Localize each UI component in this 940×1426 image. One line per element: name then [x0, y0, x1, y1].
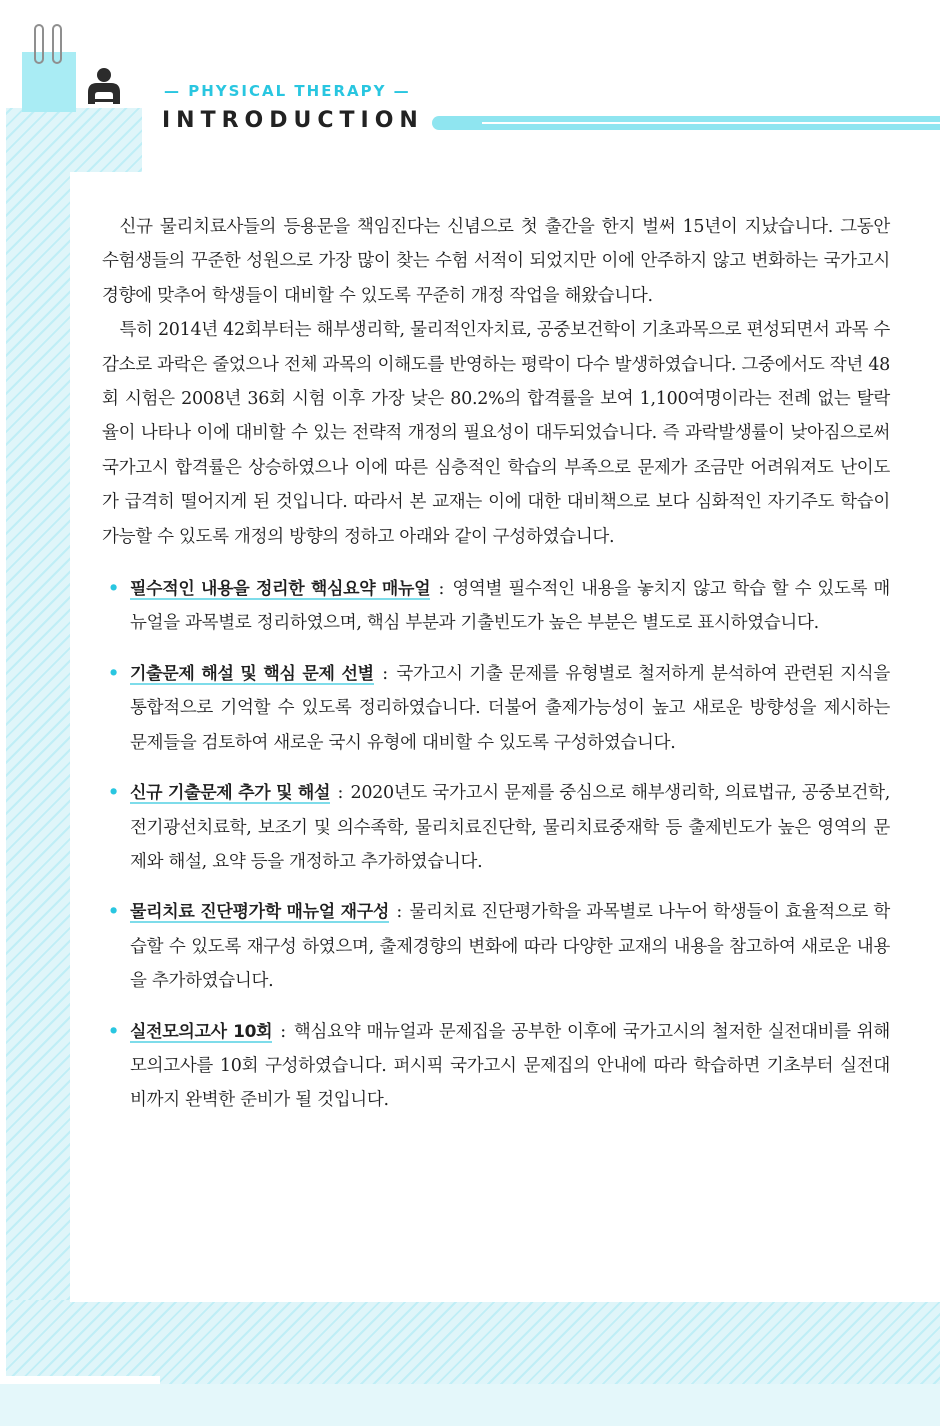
separator: : [382, 663, 388, 684]
feature-list [102, 572, 890, 1118]
list-item-title: 기출문제 해설 및 핵심 문제 선별 [130, 663, 374, 684]
list-item [102, 657, 890, 760]
separator: : [396, 902, 403, 923]
list-item [102, 895, 890, 998]
paragraph: 특히 2014년 42회부터는 해부생리학, 물리적인자치료, 공중보건학이 기초과목으로 편성되면서 과목 수 감소로 과락은 줄었으나 전체 과목의 이해도를 반영하는 평락이 다수 발생하였습니다. 그중에서도 작년 48회 시험은 2008년 36회 시험 이후 가장 낮은 80.2%의 합격률을 보여 1,100여명이라는 전례 없는 탈락율이 나타나 이에 대비할 수 있는 전략적 개정의 필요성이 대두되었습니다. 즉 과락발생률이 낮아짐으로써 국가고시 합격률은 상승하였으나 이에 따른 심층적인 학습의 부족으로 문제가 조금만 어려워져도 난이도가 급격히 떨어지게 된 것입니다. 따라서 본 교재는 이에 대한 대비책으로 보다 심화적인 자기주도 학습이 가능할 수 있도록 개정의 방향의 정하고 아래와 같이 구성하였습니다. [102, 320, 890, 547]
list-item-text: 핵심요약 매뉴얼과 문제집을 공부한 이후에 국가고시의 철저한 실전대비를 위해 모의고사를 10회 구성하였습니다. 퍼시픽 국가고시 문제집의 안내에 따라 학습하면 기초부터 실전대비까지 완벽한 준비가 될 것입니다. [130, 1021, 890, 1111]
list-item-title: 필수적인 내용을 정리한 핵심요약 매뉴얼 [130, 579, 431, 600]
list-item [102, 776, 890, 879]
separator: : [280, 1021, 286, 1042]
binder-ring-icon [52, 24, 62, 64]
bullet-marker: • [108, 902, 119, 923]
header-title: INTRODUCTION [162, 108, 424, 133]
binder-ring-icon [34, 24, 44, 64]
list-item-text: 국가고시 기출 문제를 유형별로 철저하게 분석하여 관련된 지식을 통합적으로 기억할 수 있도록 정리하였습니다. 더불어 출제가능성이 높고 새로운 방향성을 제시하는 문제들을 검토하여 새로운 국시 유형에 대비할 수 있도록 구성하였습니다. [130, 663, 890, 753]
person-at-desk-icon [84, 66, 124, 106]
list-item-text: 2020년도 국가고시 문제를 중심으로 해부생리학, 의료법규, 공중보건학, 전기광선치료학, 보조기 및 의수족학, 물리치료진단학, 물리치료중재학 등 출제빈도가 높은 영역의 문제와 해설, 요약 등을 개정하고 추가하였습니다. [130, 783, 891, 872]
separator: : [337, 783, 344, 804]
separator: : [438, 579, 445, 600]
list-item-title: 신규 기출문제 추가 및 해설 [130, 783, 331, 804]
list-item [102, 1015, 890, 1118]
list-item-title: 실전모의고사 10회 [130, 1021, 273, 1042]
bullet-marker: • [108, 663, 119, 684]
bottom-band [0, 1384, 940, 1426]
bullet-marker: • [108, 1021, 119, 1042]
introduction-body [102, 210, 890, 1134]
header-bar-line [482, 122, 940, 124]
list-item-text: 물리치료 진단평가학을 과목별로 나누어 학생들이 효율적으로 학습할 수 있도록 재구성 하였으며, 출제경향의 변화에 따라 다양한 교재의 내용을 참고하여 새로운 내용을 추가하였습니다. [130, 902, 891, 992]
list-item [102, 572, 890, 641]
header-subtitle: — PHYSICAL THERAPY — [164, 82, 411, 100]
binder-tab [22, 52, 76, 112]
list-item-text: 영역별 필수적인 내용을 놓치지 않고 학습 할 수 있도록 매뉴얼을 과목별로 정리하였으며, 핵심 부분과 기출빈도가 높은 부분은 별도로 표시하였습니다. [130, 579, 891, 634]
list-item-title: 물리치료 진단평가학 매뉴얼 재구성 [130, 902, 390, 923]
bullet-marker: • [108, 579, 119, 600]
paragraph: 신규 물리치료사들의 등용문을 책임진다는 신념으로 첫 출간을 한지 벌써 15년이 지났습니다. 그동안 수험생들의 꾸준한 성원으로 가장 많이 찾는 수험 서적이 되었지만 이에 안주하지 않고 변화하는 국가고시 경향에 맞추어 학생들이 대비할 수 있도록 꾸준히 개정 작업을 해왔습니다. [102, 217, 890, 306]
bullet-marker: • [108, 783, 119, 804]
